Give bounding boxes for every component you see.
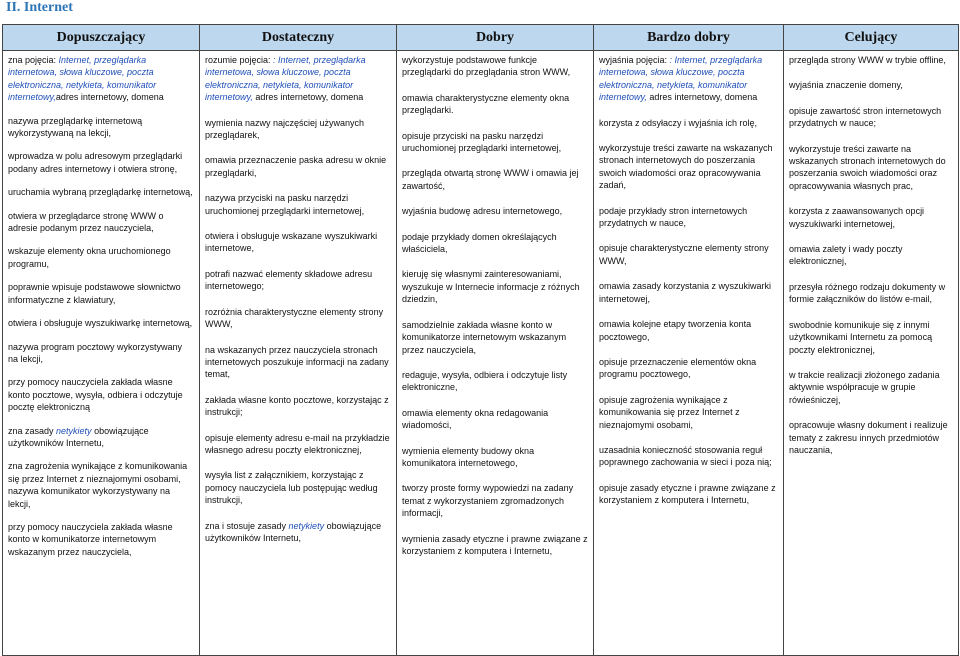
criterion-item	[789, 319, 953, 356]
criterion-text: omawia zasady korzystania z wyszukiwarki internetowej,	[599, 281, 772, 304]
criterion-text: wyjaśnia znaczenie domeny,	[789, 80, 903, 91]
criterion-text: samodzielnie zakłada własne konto w komunikatorze internetowym wskazanym przez nauczyciela,	[402, 319, 567, 355]
criterion-item	[205, 520, 391, 545]
term-highlight: netykiety	[56, 425, 92, 436]
header-dostateczny: Dostateczny	[200, 25, 397, 51]
criterion-item	[8, 115, 194, 140]
criterion-text: zna pojęcia:	[8, 55, 59, 65]
criterion-text: opisuje charakterystyczne elementy strony WWW,	[599, 243, 769, 266]
column-celujacy	[784, 51, 959, 656]
criterion-item	[789, 79, 953, 91]
criterion-item	[8, 460, 194, 510]
criterion-text: wymienia elementy budowy okna komunikatora internetowego,	[402, 445, 535, 468]
criterion-text: wyjaśnia pojęcia:	[599, 55, 670, 65]
criterion-text: obowiązujące użytkowników Internetu,	[205, 520, 382, 543]
criterion-text: opisuje zasady etyczne i prawne związane z korzystaniem z komputera i Internetu,	[599, 482, 776, 506]
criterion-item	[789, 281, 953, 306]
page-title: II. Internet	[6, 0, 73, 15]
criterion-text: opisuje przeznaczenie elementów okna programu pocztowego,	[599, 356, 757, 380]
criterion-text: podaje przykłady stron internetowych przydatnych w nauce,	[599, 205, 748, 229]
criterion-item	[402, 369, 588, 394]
criterion-item	[8, 54, 194, 104]
criterion-item	[402, 533, 588, 558]
criterion-item	[8, 210, 194, 235]
criterion-item	[402, 231, 588, 256]
criterion-text: opisuje przyciski na pasku narzędzi uruchomionej przeglądarki internetowej,	[402, 130, 562, 154]
criterion-text: na wskazanych przez nauczyciela stronach internetowych poszukuje informacji na zadany temat,	[205, 344, 389, 380]
criterion-item	[8, 150, 194, 175]
term-highlight: netykiety	[288, 520, 325, 531]
criterion-text: przy pomocy nauczyciela zakłada własne konto pocztowe, wysyła, odbiera i odczytuje pocztę elektroniczną	[8, 377, 183, 413]
criterion-item	[599, 444, 778, 469]
criterion-item	[8, 317, 194, 329]
criterion-text: poprawnie wpisuje podstawowe słownictwo informatyczne z klawiatury,	[8, 282, 181, 305]
criterion-text: opracowuje własny dokument i realizuje tematy z zakresu innych przedmiotów nauczania,	[789, 420, 948, 455]
criterion-text: omawia charakterystyczne elementy okna przeglądarki.	[402, 92, 570, 116]
header-dobry: Dobry	[397, 25, 594, 51]
criterion-text: nazywa przyciski na pasku narzędzi uruchomionej przeglądarki internetowej,	[205, 193, 365, 216]
criterion-item	[599, 54, 778, 104]
criterion-text: zna i stosuje zasady	[205, 520, 289, 531]
criterion-item	[8, 341, 194, 366]
criterion-text: opisuje elementy adresu e-mail na przykładzie własnego adresu poczty elektronicznej,	[205, 432, 390, 455]
criterion-text: zna zagrożenia wynikające z komunikowania się przez Internet z nieznajomymi osobami, nazywa komunikator wykorzystywany na lekcji,	[8, 461, 188, 509]
criterion-item	[599, 142, 778, 192]
criterion-item	[789, 369, 953, 406]
criterion-text: rozumie pojęcia:	[205, 55, 274, 65]
criterion-text: zakłada własne konto pocztowe, korzystając z instrukcji;	[205, 394, 389, 418]
criterion-item	[205, 54, 391, 104]
criterion-item	[8, 281, 194, 306]
criterion-item	[789, 419, 953, 456]
criterion-item	[789, 243, 953, 268]
criterion-item	[205, 306, 391, 331]
criterion-text: zna zasady	[8, 425, 57, 436]
criterion-text: uzasadnia konieczność stosowania reguł poprawnego zachowania w sieci i poza nią;	[599, 444, 772, 468]
header-celujacy: Celujący	[784, 25, 959, 51]
criterion-text: wykorzystuje treści zawarte na wskazanych stronach internetowych do poszerzania swoich wiadomości oraz opracowywania zadań,	[599, 143, 773, 191]
criterion-item	[402, 205, 588, 217]
criterion-text: adres internetowy, domena	[55, 92, 164, 103]
criterion-item	[402, 482, 588, 519]
criterion-item	[205, 394, 391, 419]
criterion-text: opisuje zawartość stron internetowych przydatnych w nauce;	[789, 105, 942, 129]
grading-table	[2, 24, 959, 656]
criterion-text: swobodnie komunikuje się z innymi użytkownikami Internetu za pomocą poczty elektronicznej,	[789, 319, 933, 355]
criterion-text: przegląda strony WWW w trybie offline,	[789, 55, 946, 65]
criterion-text: omawia elementy okna redagowania wiadomości,	[402, 407, 549, 431]
criterion-item	[789, 54, 953, 66]
criterion-text: podaje przykłady domen określających właściciela,	[402, 231, 557, 255]
header-dopuszczajacy: Dopuszczający	[3, 25, 200, 51]
criterion-text: wyjaśnia budowę adresu internetowego,	[402, 206, 563, 217]
column-dostateczny	[200, 51, 397, 656]
criterion-item	[402, 92, 588, 117]
criterion-item	[205, 192, 391, 217]
criterion-text: obowiązujące użytkowników Internetu,	[8, 425, 149, 448]
criterion-item	[8, 521, 194, 558]
criterion-item	[205, 230, 391, 255]
criterion-item	[402, 445, 588, 470]
criterion-item	[599, 394, 778, 431]
term-highlight: : Internet, przeglądarka internetowa, słowa kluczowe, poczta elektroniczna, netykieta, komunikator internetowy,	[205, 55, 366, 103]
criterion-text: przy pomocy nauczyciela zakłada własne konto w komunikatorze internetowym wskazanym przez nauczyciela,	[8, 521, 173, 557]
criterion-text: wymienia nazwy najczęściej używanych przeglądarek,	[205, 117, 365, 141]
criterion-item	[599, 117, 778, 129]
criterion-item	[8, 245, 194, 270]
criterion-item	[789, 205, 953, 230]
criterion-item	[402, 268, 588, 305]
criterion-text: korzysta z odsyłaczy i wyjaśnia ich rolę,	[599, 117, 758, 128]
criterion-text: uruchamia wybraną przeglądarkę internetową,	[8, 187, 193, 198]
criterion-text: omawia zalety i wady poczty elektronicznej,	[789, 244, 903, 267]
term-highlight: Internet, przeglądarka internetowa, słowa kluczowe, poczta elektroniczna, netykieta, komunikator internetowy,	[8, 55, 157, 103]
content-row	[3, 51, 959, 656]
criterion-text: nazywa program pocztowy wykorzystywany na lekcji,	[8, 341, 183, 364]
criterion-text: kieruję się własnymi zainteresowaniami, wyszukuje w Internecie informacje z różnych dziedzin,	[402, 269, 580, 305]
criterion-text: przesyła różnego rodzaju dokumenty w formie załączników do listów e-mail,	[789, 281, 946, 305]
criterion-item	[789, 105, 953, 130]
criterion-item	[599, 318, 778, 343]
criterion-item	[599, 242, 778, 267]
criterion-item	[402, 130, 588, 155]
criterion-text: wskazuje elementy okna uruchomionego programu,	[8, 246, 171, 269]
criterion-text: nazywa przeglądarkę internetową wykorzystywaną na lekcji,	[8, 115, 143, 139]
criterion-item	[599, 205, 778, 230]
column-dopuszczajacy	[3, 51, 200, 656]
criterion-text: tworzy proste formy wypowiedzi na zadany temat z wykorzystaniem zgromadzonych informacji,	[402, 483, 574, 519]
column-bardzo-dobry	[594, 51, 784, 656]
column-dobry	[397, 51, 594, 656]
criterion-item	[205, 154, 391, 179]
criterion-text: redaguje, wysyła, odbiera i odczytuje listy elektroniczne,	[402, 369, 568, 393]
criterion-text: w trakcie realizacji złożonego zadania aktywnie współpracuje w grupie rówieśniczej,	[789, 369, 940, 405]
criterion-item	[205, 268, 391, 293]
criterion-item	[8, 376, 194, 413]
criterion-item	[402, 167, 588, 192]
criterion-text: przegląda otwartą stronę WWW i omawia jej zawartość,	[402, 168, 579, 191]
criterion-text: omawia przeznaczenie paska adresu w oknie przeglądarki,	[205, 155, 387, 178]
criterion-item	[8, 425, 194, 450]
criterion-item	[205, 117, 391, 142]
criterion-text: otwiera i obsługuje wyszukiwarkę internetową,	[8, 318, 193, 329]
criterion-text: opisuje zagrożenia wynikające z komunikowania się przez Internet z nieznajomymi osobami,	[599, 394, 740, 430]
criterion-item	[205, 432, 391, 457]
criterion-item	[402, 407, 588, 432]
criterion-text: adres internetowy, domena	[646, 92, 758, 103]
criterion-text: otwiera i obsługuje wskazane wyszukiwarki internetowe,	[205, 231, 378, 254]
header-row	[3, 25, 959, 51]
term-highlight: : Internet, przeglądarka internetowa, słowa kluczowe, poczta elektroniczna, netykieta, komunikator internetowy,	[599, 55, 763, 103]
criterion-text: potrafi nazwać elementy składowe adresu internetowego;	[205, 268, 373, 292]
criterion-text: korzysta z zaawansowanych opcji wyszukiwarki internetowej,	[789, 206, 925, 229]
header-bardzo-dobry: Bardzo dobry	[594, 25, 784, 51]
criterion-text: wprowadza w polu adresowym przeglądarki podany adres internetowy i otwiera stronę,	[8, 151, 183, 174]
criterion-item	[599, 280, 778, 305]
criterion-item	[8, 186, 194, 198]
criterion-text: rozróżnia charakterystyczne elementy strony WWW,	[205, 306, 384, 330]
criterion-text: wysyła list z załącznikiem, korzystając z pomocy nauczyciela lub postępując według instrukcji,	[205, 470, 378, 506]
criterion-item	[402, 54, 588, 79]
criterion-item	[599, 482, 778, 507]
criterion-item	[205, 469, 391, 506]
criterion-item	[599, 356, 778, 381]
criterion-text: otwiera w przeglądarce stronę WWW o adresie podanym przez nauczyciela,	[8, 210, 164, 234]
criterion-text: adres internetowy, domena	[252, 92, 364, 103]
criterion-item	[789, 143, 953, 193]
criterion-text: wykorzystuje podstawowe funkcje przeglądarki do przeglądania stron WWW,	[402, 55, 571, 78]
criterion-item	[402, 319, 588, 356]
criterion-text: wymienia zasady etyczne i prawne związane z korzystaniem z komputera i Internetu,	[402, 533, 588, 556]
criterion-item	[205, 344, 391, 381]
criterion-text: omawia kolejne etapy tworzenia konta pocztowego,	[599, 319, 752, 342]
criterion-text: wykorzystuje treści zawarte na wskazanych stronach internetowych do poszerzania swoich wiadomości oraz opracowywania własnych prac,	[789, 143, 946, 191]
